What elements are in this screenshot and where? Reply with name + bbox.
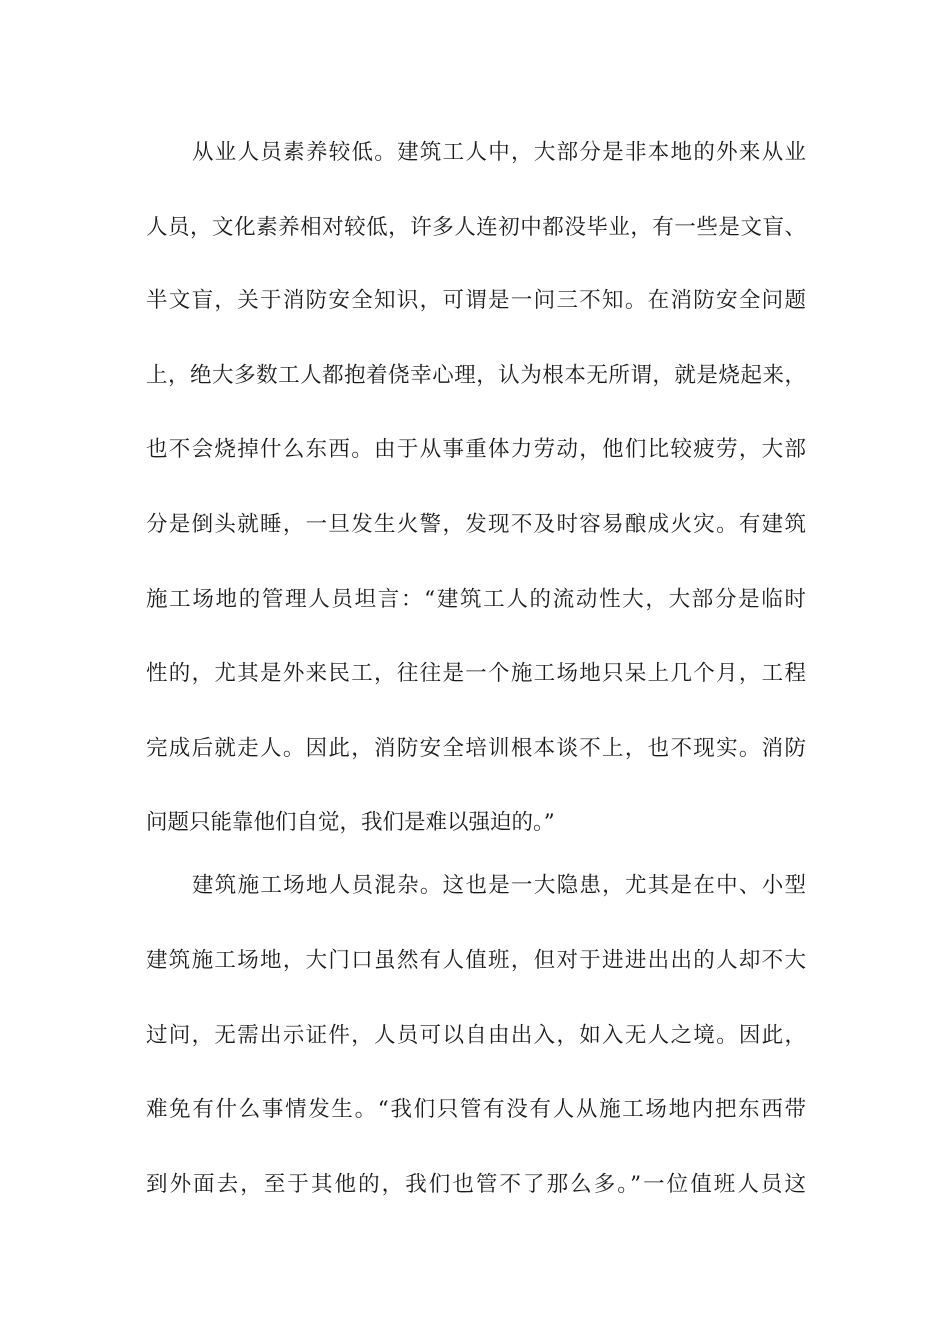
text-line: 过问，无需出示证件，人员可以自由出入，如入无人之境。因此， (146, 1023, 806, 1048)
text-line: 到外面去，至于其他的，我们也管不了那么多。”一位值班人员这 (146, 1172, 806, 1197)
text-line: 半文盲，关于消防安全知识，可谓是一问三不知。在消防安全问题 (146, 288, 806, 313)
text-line: 施工场地的管理人员坦言：“建筑工人的流动性大，大部分是临时 (146, 587, 806, 612)
text-line: 问题只能靠他们自觉，我们是难以强迫的。” (146, 810, 555, 835)
text-line: 人员，文化素养相对较低，许多人连初中都没毕业，有一些是文盲、 (146, 215, 806, 240)
text-line: 建筑施工场地，大门口虽然有人值班，但对于进进出出的人却不大 (146, 948, 806, 973)
text-line: 分是倒头就睡，一旦发生火警，发现不及时容易酿成火灾。有建筑 (146, 512, 806, 537)
text-line: 性的，尤其是外来民工，往往是一个施工场地只呆上几个月，工程 (146, 661, 806, 686)
text-line: 建筑施工场地人员混杂。这也是一大隐患，尤其是在中、小型 (192, 873, 806, 898)
text-line: 难免有什么事情发生。“我们只管有没有人从施工场地内把东西带 (146, 1097, 806, 1122)
text-line: 也不会烧掉什么东西。由于从事重体力劳动，他们比较疲劳，大部 (146, 437, 806, 462)
text-line: 完成后就走人。因此，消防安全培训根本谈不上，也不现实。消防 (146, 736, 806, 761)
text-line: 从业人员素养较低。建筑工人中，大部分是非本地的外来从业 (192, 140, 806, 165)
text-line: 上，绝大多数工人都抱着侥幸心理，认为根本无所谓，就是烧起来， (146, 363, 806, 388)
